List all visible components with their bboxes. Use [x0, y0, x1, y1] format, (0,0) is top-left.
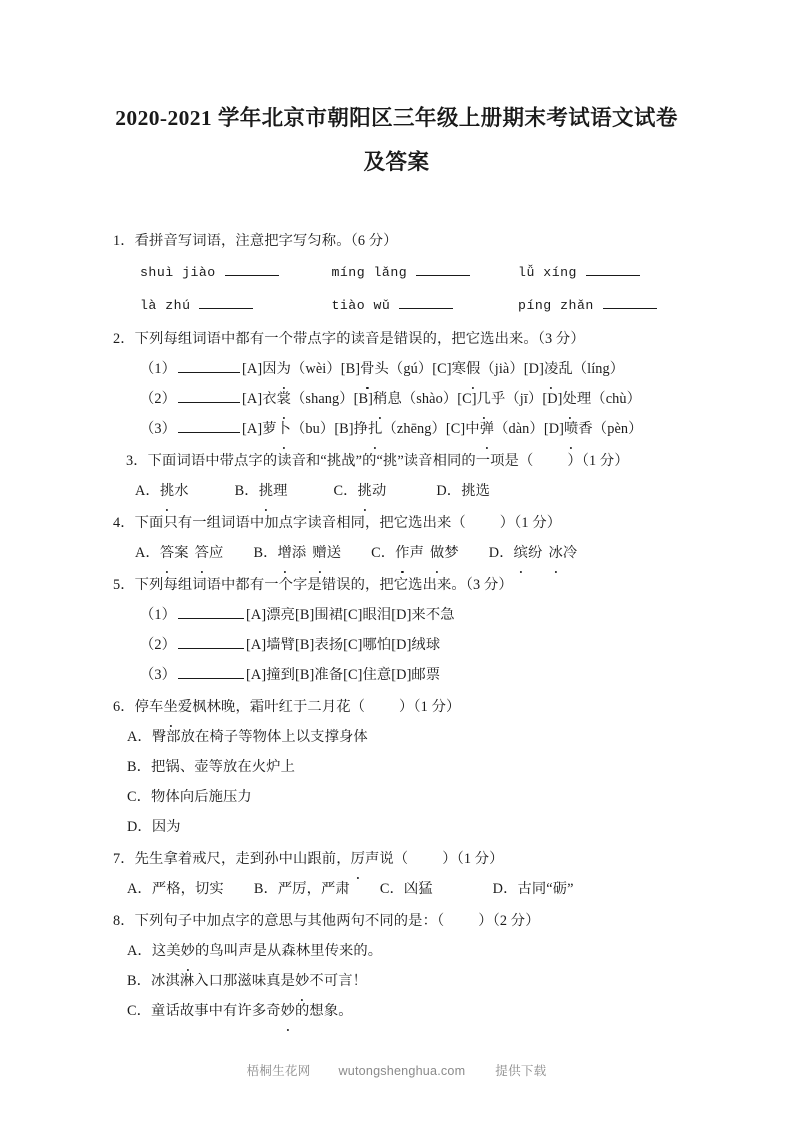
option-label: [B] — [353, 391, 374, 407]
option-label: [C] — [457, 391, 477, 407]
option-text: 选 — [475, 483, 490, 499]
option-d[interactable] — [436, 483, 490, 499]
sub-item-text: [A]撞到[B]准备[C]住意[D]邮票 — [246, 667, 441, 683]
answer-blank[interactable] — [178, 372, 240, 373]
option-text: 案 — [174, 545, 189, 561]
question-3-options — [113, 476, 693, 506]
question-7-options — [113, 874, 693, 904]
dotted-char: 凌 — [544, 354, 558, 384]
dotted-char: 妙 — [281, 996, 295, 1026]
sub-item-text: [A]墙臂[B]表扬[C]哪怕[D]绒球 — [246, 637, 441, 653]
exam-content — [0, 226, 793, 1026]
option-d[interactable]: D．古同“砺” — [492, 881, 574, 897]
pinyin-text: shuì jiào — [140, 265, 216, 280]
option-b[interactable]: B．严厉，严肃 — [253, 881, 350, 897]
option-pre: 挣 — [353, 421, 369, 437]
dotted-char: 答 — [195, 538, 209, 568]
option-label: [B] — [334, 421, 354, 437]
dotted-char: 妙 — [181, 936, 195, 966]
question-1-pinyin-row-1 — [113, 256, 693, 289]
question-1-stem: 1．看拼音写词语，注意把字写匀称。（6 分） — [113, 233, 398, 249]
question-8-option-b[interactable] — [113, 966, 693, 996]
option-label: B． — [234, 483, 259, 499]
question-3-stem — [113, 446, 693, 476]
dotted-char: 坐 — [163, 692, 177, 722]
question-5-item-3 — [113, 660, 693, 690]
question-4 — [113, 508, 693, 568]
answer-blank[interactable] — [178, 618, 244, 619]
question-6-stem-mid: 爱枫林晚，霜叶红于二月花（ — [177, 699, 366, 715]
option-text: 冷 — [562, 545, 578, 561]
option-pre: 萝 — [262, 421, 277, 437]
option-post: （zhēng） — [382, 421, 446, 437]
answer-blank[interactable] — [199, 308, 253, 309]
dotted-char: 为 — [277, 354, 291, 384]
pinyin-cell — [140, 256, 331, 289]
question-4-stem-text: 4．下面只有一组词语中加点字读音相同，把它选出来（ — [113, 515, 466, 531]
question-4-options — [113, 538, 693, 568]
option-label: [A] — [242, 361, 263, 377]
question-5-stem: 5．下列每组词语中都有一个字是错误的，把它选出来。（3 分） — [113, 577, 513, 593]
dotted-char: 缤 — [514, 538, 528, 568]
option-b[interactable] — [253, 545, 341, 561]
dotted-char: 挑 — [259, 476, 273, 506]
option-label: A． — [127, 943, 152, 959]
option-post: 的鸟叫声是从森林里传来的。 — [195, 943, 383, 959]
option-label: B． — [253, 545, 278, 561]
option-c[interactable] — [334, 483, 387, 499]
option-text: 理 — [273, 483, 288, 499]
title-line-1: 2020-2021 学年北京市朝阳区三年级上册期末考试语文试卷 — [115, 106, 678, 130]
answer-blank[interactable] — [178, 678, 244, 679]
question-6-stem — [113, 692, 693, 722]
question-4-stem-suffix: ）（1 分） — [499, 515, 562, 531]
option-label: [D] — [543, 421, 564, 437]
option-post: 乱（líng） — [558, 361, 625, 377]
option-label: [C] — [445, 421, 466, 437]
option-label: [A] — [242, 391, 263, 407]
option-label: [C] — [432, 361, 452, 377]
question-6-stem-post: ）（1 分） — [399, 699, 461, 715]
dotted-char: 扎 — [368, 414, 382, 444]
dotted-char: 稍 — [373, 384, 387, 414]
option-label: C． — [371, 545, 396, 561]
question-8-option-c[interactable] — [113, 996, 693, 1026]
option-a[interactable] — [135, 545, 223, 561]
answer-blank[interactable] — [178, 648, 244, 649]
sub-item-number: （3） — [140, 421, 177, 437]
sub-item-number: （1） — [140, 607, 177, 623]
sub-item-number: （2） — [140, 391, 177, 407]
dotted-char: 增 — [278, 538, 292, 568]
pinyin-cell — [518, 289, 693, 322]
pinyin-cell — [518, 256, 693, 289]
option-post: （bu） — [291, 421, 335, 437]
dotted-char: 赠 — [312, 538, 326, 568]
pinyin-text: píng zhǎn — [518, 298, 594, 313]
option-label: [B] — [340, 361, 361, 377]
option-label: A． — [135, 483, 160, 499]
dotted-char: 冰 — [548, 538, 562, 568]
question-7-stem — [113, 844, 693, 874]
option-text: 声 — [409, 545, 424, 561]
question-8-stem-suffix: ）（2 分） — [478, 913, 540, 929]
pinyin-text: tiào wǔ — [331, 298, 391, 313]
option-text-plain: 挑 — [461, 483, 476, 499]
question-7-stem-pre: 7．先生拿着戒尺，走到孙中山跟前， — [113, 851, 351, 867]
sub-item-number: （1） — [140, 361, 177, 377]
question-2-item-2 — [113, 384, 693, 414]
dotted-char: 几 — [477, 384, 491, 414]
dotted-char: 答 — [160, 538, 174, 568]
option-post: 不可言！ — [309, 973, 368, 989]
option-label: D． — [436, 483, 462, 499]
option-pre: 这美 — [151, 943, 181, 959]
option-pre: 因 — [262, 361, 277, 377]
answer-blank[interactable] — [399, 308, 453, 309]
sub-item-text: [A]漂亮[B]围裙[C]眼泪[D]来不急 — [246, 607, 455, 623]
option-b[interactable] — [235, 483, 288, 499]
option-post: 头（gú） — [374, 361, 433, 377]
option-post: 的想象。 — [295, 1003, 353, 1019]
option-text: 水 — [174, 483, 189, 499]
option-post: 香（pèn） — [578, 421, 643, 437]
pinyin-cell — [140, 289, 331, 322]
dotted-char: 假 — [466, 354, 480, 384]
option-d[interactable] — [489, 545, 577, 561]
question-3-stem-suffix: ）（1 分） — [567, 453, 629, 469]
question-3 — [113, 446, 693, 506]
option-post: （shang） — [291, 391, 354, 407]
option-text: 纷 — [528, 545, 543, 561]
dotted-char: 卜 — [277, 414, 291, 444]
answer-blank[interactable] — [178, 432, 240, 433]
dotted-char: 挑 — [160, 476, 174, 506]
dotted-char: 作 — [395, 538, 409, 568]
option-label: C． — [127, 1003, 152, 1019]
dotted-char: 挑 — [358, 476, 372, 506]
question-5-item-1 — [113, 600, 693, 630]
question-2-item-1 — [113, 354, 693, 384]
answer-blank[interactable] — [225, 275, 279, 276]
option-post: （wèi） — [291, 361, 341, 377]
option-a[interactable]: A．严格，切实 — [127, 881, 224, 897]
question-6-option-c[interactable]: C．物体向后施压力 — [127, 789, 252, 805]
answer-blank[interactable] — [586, 275, 640, 276]
option-a[interactable] — [135, 483, 189, 499]
page-title — [0, 0, 793, 184]
dotted-char: 厉 — [351, 844, 365, 874]
pinyin-text: lǚ xíng — [518, 265, 577, 280]
dotted-char: 处 — [563, 384, 577, 414]
dotted-char: 妙 — [295, 966, 309, 996]
option-post: （jià） — [480, 361, 524, 377]
question-2-item-3 — [113, 414, 693, 444]
answer-blank[interactable] — [603, 308, 657, 309]
question-8-stem — [113, 906, 693, 936]
question-6-option-b[interactable]: B．把锅、壶等放在火炉上 — [127, 759, 296, 775]
question-8 — [113, 906, 693, 1026]
footer-action: 提供下载 — [495, 1064, 547, 1078]
option-pre: 童话故事中有许多奇 — [151, 1003, 281, 1019]
question-5-item-2 — [113, 630, 693, 660]
sub-item-number: （2） — [140, 637, 177, 653]
option-label: [D] — [523, 361, 544, 377]
option-pre: 冰淇淋入口那滋味真是 — [151, 973, 296, 989]
option-c[interactable] — [371, 545, 459, 561]
sub-item-number: （3） — [140, 667, 177, 683]
question-2-stem: 2．下列每组词语中都有一个带点字的读音是错误的，把它选出来。（3 分） — [113, 331, 585, 347]
title-line-2: 及答案 — [363, 150, 430, 174]
option-pre: 中 — [465, 421, 480, 437]
question-7 — [113, 844, 693, 904]
question-5 — [113, 570, 693, 690]
footer-site-name: 梧桐生花网 — [246, 1064, 311, 1078]
option-label: A． — [135, 545, 160, 561]
question-6-stem-pre: 6．停车 — [113, 699, 164, 715]
option-text: 动 — [371, 483, 387, 499]
question-6-option-d[interactable]: D．因为 — [127, 819, 181, 835]
question-8-option-a[interactable] — [113, 936, 693, 966]
option-text: 添 — [291, 545, 307, 561]
option-text: 送 — [326, 545, 342, 561]
option-post: 理（chù） — [576, 391, 642, 407]
footer-domain: wutongshenghua.com — [338, 1064, 466, 1078]
option-text: 应 — [209, 545, 224, 561]
option-pre: 衣 — [262, 391, 277, 407]
question-7-stem-post: ）（1 分） — [442, 851, 504, 867]
option-post: 乎（jī） — [491, 391, 543, 407]
pinyin-text: là zhú — [140, 298, 191, 313]
option-c[interactable]: C．凶猛 — [379, 881, 433, 897]
question-1-pinyin-row-2 — [113, 289, 693, 322]
pinyin-cell — [331, 289, 518, 322]
option-text: 梦 — [444, 545, 459, 561]
pinyin-text: míng lǎng — [331, 265, 408, 280]
dotted-char: 裳 — [277, 384, 291, 414]
option-pre: 寒 — [451, 361, 466, 377]
question-8-stem-text: 8．下列句子中加点字的意思与其他两句不同的是：（ — [113, 913, 445, 929]
pinyin-cell — [331, 256, 518, 289]
option-post: （dàn） — [494, 421, 544, 437]
question-2 — [113, 324, 693, 444]
answer-blank[interactable] — [178, 402, 240, 403]
question-6 — [113, 692, 693, 842]
question-7-stem-mid: 声说（ — [365, 851, 409, 867]
dotted-char: 骨 — [360, 354, 374, 384]
option-label: B． — [127, 973, 152, 989]
footer-watermark — [0, 1060, 793, 1079]
option-label: [A] — [242, 421, 263, 437]
question-1 — [113, 226, 693, 322]
option-label: C． — [333, 483, 358, 499]
question-6-option-a[interactable]: A．臀部放在椅子等物体上以支撑身体 — [127, 729, 368, 745]
question-3-stem-text: 3．下面词语中带点字的读音和“挑战”的“挑”读音相同的一项是（ — [126, 453, 534, 469]
dotted-char: 喷 — [564, 414, 578, 444]
dotted-char: 做 — [430, 538, 444, 568]
option-post: 息（shào） — [387, 391, 458, 407]
answer-blank[interactable] — [416, 275, 470, 276]
question-4-stem — [113, 508, 693, 538]
option-label: [D] — [542, 391, 563, 407]
option-label: D． — [488, 545, 514, 561]
dotted-char: 弹 — [480, 414, 494, 444]
